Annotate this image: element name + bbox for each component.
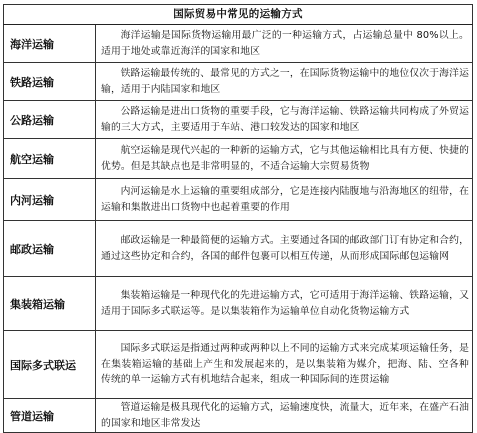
transport-mode-name: 铁路运输 (4, 63, 96, 101)
transport-mode-cell (96, 399, 473, 433)
table-row (4, 25, 473, 63)
transport-mode-cell (96, 221, 473, 277)
table-title-row (4, 5, 473, 25)
transport-mode-description: 国际多式联运是指通过两种或两种以上不同的运输方式来完成某项运输任务，是在集装箱运输的基础上产生和发展起来的，是以集装箱为媒介，把海、陆、空各种传统的单一运输方式有机地结合起来，组成一种国际间的连贯运输 (101, 343, 470, 386)
transport-mode-name: 集装箱运输 (4, 277, 96, 331)
transport-mode-name: 邮政运输 (4, 221, 96, 277)
table-body (4, 5, 473, 433)
transport-mode-cell (96, 277, 473, 331)
transport-table (3, 4, 473, 433)
transport-mode-description: 管道运输是极具现代化的运输方式，运输速度快，流量大，近年来，在盛产石油的国家和地区非常发达 (101, 402, 470, 429)
table-row (4, 277, 473, 331)
transport-mode-name: 海洋运输 (4, 25, 96, 63)
table-row (4, 179, 473, 221)
table-title: 国际贸易中常见的运输方式 (4, 5, 473, 25)
transport-mode-cell (96, 179, 473, 221)
transport-mode-name: 公路运输 (4, 101, 96, 139)
transport-mode-description: 内河运输是水上运输的重要组成部分，它是连接内陆腹地与沿海地区的纽带，在运输和集散进出口货物中也起着重要的作用 (101, 185, 470, 213)
transport-mode-cell (96, 25, 473, 63)
transport-mode-cell (96, 63, 473, 101)
transport-mode-cell (96, 139, 473, 179)
table-row (4, 221, 473, 277)
transport-mode-name: 航空运输 (4, 139, 96, 179)
transport-mode-name: 内河运输 (4, 179, 96, 221)
transport-mode-cell (96, 331, 473, 399)
transport-mode-description: 航空运输是现代兴起的一种新的运输方式，它与其他运输相比具有方便、快捷的优势。但是其缺点也是非常明显的，不适合运输大宗贸易货物 (101, 144, 470, 172)
transport-mode-name: 管道运输 (4, 399, 96, 433)
transport-mode-description: 铁路运输最传统的、最常见的方式之一，在国际货物运输中的地位仅次于海洋运输，适用于内陆国家和地区 (101, 67, 470, 95)
transport-mode-cell (96, 101, 473, 139)
table-row (4, 101, 473, 139)
transport-mode-description: 公路运输是进出口货物的重要手段，它与海洋运输、铁路运输共同构成了外贸运输的三大方式，主要适用于车站、港口较发达的国家和地区 (101, 105, 470, 133)
transport-mode-name: 国际多式联运 (4, 331, 96, 399)
table-row (4, 331, 473, 399)
table-row (4, 63, 473, 101)
transport-mode-description: 集装箱运输是一种现代化的先进运输方式，它可适用于海洋运输、铁路运输，又适用于国际多式联运等。是以集装箱作为运输单位自动化货物运输方式 (101, 289, 470, 317)
transport-mode-description: 海洋运输是国际货物运输用最广泛的一种运输方式，占运输总量中 80%以上。适用于地处或靠近海洋的国家和地区 (101, 29, 470, 57)
table-row (4, 399, 473, 433)
table-row (4, 139, 473, 179)
transport-mode-description: 邮政运输是一种最简便的运输方式。主要通过各国的邮政部门订有协定和合约，通过这些协定和合约，各国的邮件包裹可以相互传递，从而形成国际邮包运输网 (101, 234, 470, 262)
